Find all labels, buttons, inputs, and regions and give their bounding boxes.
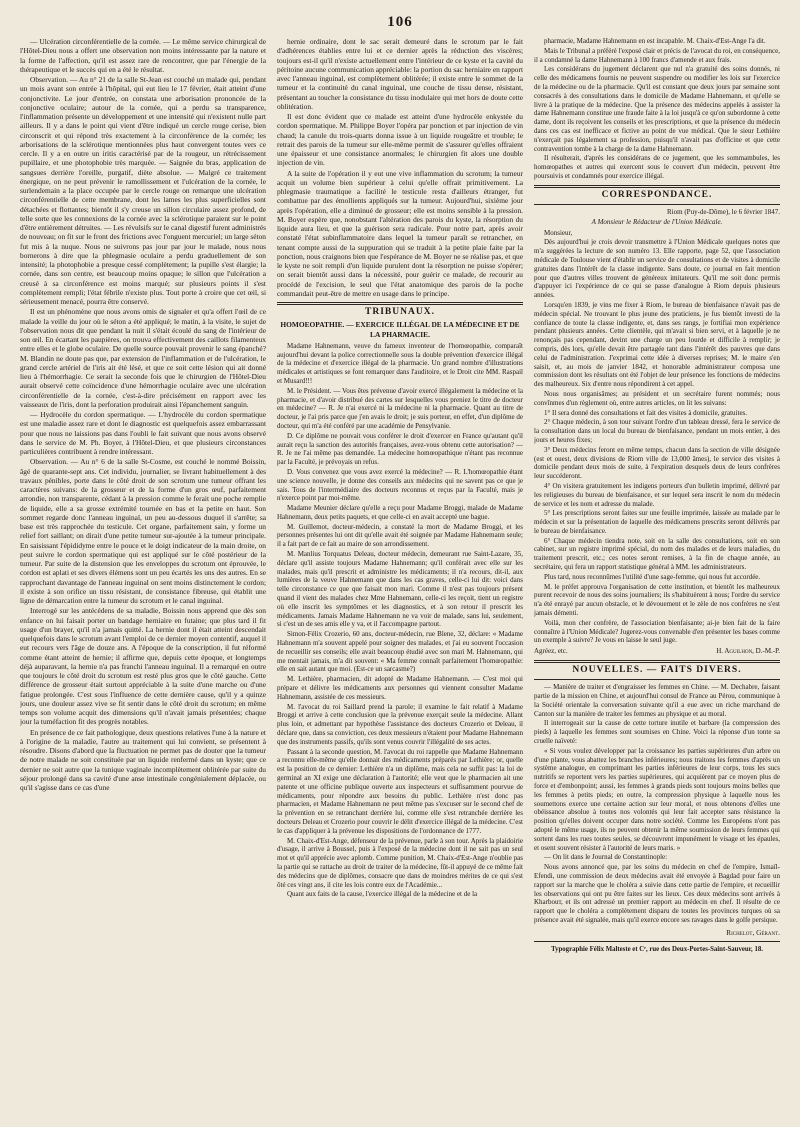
column-1 (20, 37, 266, 1119)
letter-paragraph: Plus tard, nous reconnûmes l'utilité d'une sage-femme, qui nous fut accordée. (544, 572, 761, 581)
article-paragraph: Mais le Tribunal a préféré l'exposé clair et précis de l'avocat du roi, en conséquence, il a condamné la dame Hahnemann à 100 francs d'amende et aux frais. (534, 46, 780, 64)
article-paragraph: D. Ce diplôme ne pouvait vous conférer le droit d'exercer en France qu'autant qu'il aurait reçu la sanction des autorités françaises, avez-vous obtenu cette autorisation? — R. Je ne l'ai même pas demandée. La médecine homœopathique n'étant pas reconnue par la Faculté, je prévoyais un refus. (277, 431, 523, 467)
letter-address: A Monsieur le Rédacteur de l'Union Médicale. (591, 217, 723, 226)
article-paragraph: Observation. — Au n° 6 de la salle St-Cosme, est couché le nommé Boissin, âgé de quarante-sept ans. Cet individu, journalier, se livrant habituellement à des travaux pénibles, porte dans le côté droit de son scrotum une tumeur offrant les caractères suivans: de la grosseur et de la forme d'un gros œuf, parfaitement arrondie, non transparente, cédant à la pression comme le ferait une poche remplie de liquide, elle a sa grosse extrémité tournée en bas et la petite en haut. Son sommet regarde donc l'anneau inguinal, un peu au-dessous duquel il s'arrête; sa base est très rapprochée du testicule. Cet organe, parfaitement sain, y forme un relief fort saillant; on dirait d'une petite tumeur sur-ajoutée à la tumeur principale. En saisissant l'épididyme entre le pouce et le doigt indicateur de la main droite, on peut suivre le cordon spermatique qui est appliqué sur le côté postérieur de la tumeur. Par suite de la distension que les enveloppes du scrotum ont éprouvée, le cordon est aplati et ses divers élémens sont un peu écartés les uns des autres. En se rapprochant davantage de l'anneau inguinal on sent moins distinctement le cordon; il existe à son orifice un tissu résistant, de consistance fibreuse, qui établit une ligne de démarcation entre la tumeur du scrotum et le canal inguinal. (20, 457, 266, 605)
section-divider (534, 185, 780, 188)
section-divider (534, 660, 780, 663)
printer-imprint: Typographie Félix Malteste et Cᵉ, rue des Deux-Portes-Saint-Sauveur, 18. (551, 946, 763, 954)
section-heading-nouvelles: NOUVELLES. — FAITS DIVERS. (572, 665, 742, 676)
article-paragraph: hernie ordinaire, dont le sac serait demeuré dans le scrotum par le fait d'adhérences établies entre lui et ce dernier après la réduction des viscères; toujours est-il qu'il n'existe actuellement entre l'intérieur de ce kyste et la cavité du péritoine aucune communication appréciable: la portion du sac herniaire en rapport avec l'anneau inguinal, est complètement oblitérée; il existe entre le sommet de la tumeur et la continuité du canal inguinal, une couche de tissu dense, résistant, présentant au toucher la consistance du tissu inodulaire qui met hors de doute cette oblitération. (277, 37, 523, 111)
letter-dateline: Riom (Puy-de-Dôme), le 6 février 1847. (667, 208, 780, 216)
article-paragraph: Simon-Félix Crozerio, 60 ans, docteur-médecin, rue Blene, 32, déclare: « Madame Hahnemann m'a souvent appelé pour soigner des malades, et j'ai eu souvent l'occasion de recueillir ses conseils; elle avait beaucoup étudié avec son mari M. Hahnemann, qui me mentait jamais, m'a dit souvent: « Ma femme connaît parfaitement l'homœopathie: elle en sait autant que moi. (Est-ce un sarcasme?) (277, 630, 523, 674)
article-paragraph: — Ulcération circonférentielle de la cornée. — Le même service chirurgical de l'Hôtel-Dieu nous a offert une observation non moins intéressante par la nature et la forme de l'affection, qu'il est assez rare de rencontrer, que par l'énergie de la thérapeutique et le succès qui en a été le résultat. (20, 37, 266, 74)
article-paragraph: pharmacie, Madame Hahnemann en est incapable. M. Chaix-d'Est-Ange l'a dit. (544, 37, 766, 45)
news-paragraph: « Si vous voulez développer par la croissance les parties supérieures d'un arbre ou d'une plante, vous abattez les branches inférieures; nous traitons les femmes d'après un système analogue, en comprimant les parties inférieures de leur corps, tous les sucs nutritifs se reportent vers les parties supérieures, qui acquièrent par ce moyen plus de force et d'embonpoint; aussi, les femmes à grands pieds sont toujours moins belles que les femmes à petits pieds; en outre, la compression physique à laquelle nous les soumettons exerce une certaine action sur leur moral, et nous obtenons d'elles une obéissance absolue à toutes nos volontés qui leur fait accepter sans résistance la position qu'elles doivent occuper dans notre société. Comme les Européens n'ont pas adopté le même usage, ils ne peuvent obtenir la même soumission de leurs femmes qui sortent dans les rues toutes seules, se découvrent impunément le visage et les épaules, et osent souvent résister à l'autorité de leurs maris. » (534, 746, 780, 852)
section-divider (534, 679, 780, 680)
article-paragraph: Quant aux faits de la cause, l'exercice illégal de la médecine et de la (287, 890, 478, 899)
news-paragraph: Nous avons annoncé que, par les soins du médecin en chef de l'empire, Ismaïl-Efendi, une commission de deux médecins avait été envoyée à Bagdad pour faire un rapport sur la marche que le choléra a suivie dans cette partie de l'empire, et recueillir les observations qui ont pu être faites sur les lieux. Ces deux médecins sont arrivés à Kharbouт, et ils ont adressé un premier rapport au médecin en chef. Il résulte de ce rapport que le choléra a complètement disparu de toutes les provinces turques où sa présence avait été signalée, mais qu'il exerce encore ses ravages dans le golfe persique. (534, 863, 780, 925)
article-paragraph: M. Manlius Torquatus Deleau, docteur médecin, demeurant rue Saint-Lazare, 35, déclare qu'il assiste toujours Madame Hahnemann; qu'il conférait avec elle sur les malades, mais qu'il prescrit et administre les médicaments; il n'a recours, dit-il, aux lumières de la veuve Hahnemann que dans les cas graves, celle-ci lui dit: voici dans telle circonstance ce que que faisait mon mari. Comme il n'est pas toujours présent quand il vient des malades chez Mme Hahnemann, celle-ci les reçoit, tient un registre où elle inscrit les symptômes et les diagnostics, et à son retour il prescrit les médicaments. Jamais Madame Hahnemann ne va voir de malade, sans lui, seulement, si c'est un de ses amis elle y va, et il l'accompagne partout. (277, 550, 523, 629)
letter-salutation: Monsieur, (544, 228, 573, 237)
correspondence-letter (534, 208, 780, 656)
letter-paragraph: Voilà, mon cher confrère, de l'association bienfaisante; ai-je bien fait de la faire connaître à l'Union Médicale? Jugerez-vous convenable d'en présenter les bases comme un exemple à suivre? Je vous en laisse le seul juge. (534, 618, 780, 645)
article-paragraph: Observation. — Au n° 21 de la salle St-Jean est couché un malade qui, pendant un mois avant son entrée à l'hôpital, qui eut lieu le 17 février, était atteint d'une conjonctivite. Le jour d'entrée, on constata une arborisation prononcée de la conjonctive oculaire; autour de la cornée, qui a perdu sa transparence, l'inflammation présente un développement et une intensité qui n'existent nulle part ailleurs. Il y a dans le point qui vient d'être indiqué un cercle rouge cerise, bien circonscrit et qui répond très exactement à la circonférence de la cornée; les arborisations de la sclérotique mentionnées plus haut convergent toutes vers ce cercle. Il y a en outre un iritis caractérisé par de la rougeur, un rétrécissement pupillaire, et une photophobie très marquée. — Saignée du bras, application de sangsues derrière l'oreille, purgatif, diète absolue. — Malgré ce traitement énergique, on ne peut prévenir le ramollissement et l'ulcération de la cornée, le surlendemain a la place occupée par le cercle rouge on remarque une ulcération circonférentielle de cette membrane, dont les lames les plus superficielles sont détachées et flottantes; bientôt il s'y creuse un sillon circulaire assez profond, de telle sorte que les connexions de la cornée avec la sclérotique paraient sur le point d'être entièrement détruites. — Les révulsifs sur le canal digestif furent administrés de nouveau; on fit sur le front des frictions avec l'onguent mercuriel; un large séton fut mis à la nuque. Nous ne suivrons pas jour par jour le malade, nous nous bornerons à dire que la phlegmasie oculaire a perdu graduellement de son intensité; la photophobie a presque cessé complètement; la pupille s'est élargie; la cornée, dans son centre, est beaucoup moins opaque; le sillon que l'ulcération a creusé à sa circonférence est moins marqué; sur plusieurs points il s'est complètement rempli; l'état fébrile n'existe plus. Tout porte à croire que cet œil, si sérieusement menacé, pourra être conservé. (20, 75, 266, 306)
letter-paragraph: M. le préfet approuva l'organisation de cette institution, et bientôt les malheureux purent recevoir de nous des soins journaliers; ils s'habituèrent à nous; l'ordre du service n'a été enrayé par aucun obstacle, et le dévouement et le zèle de nos confrères ne s'est jamais démenti. (534, 582, 780, 618)
column-3 (534, 37, 780, 1119)
article-paragraph: M. l'avocat du roi Saillard prend la parole; il examine le fait relatif à Madame Broggi et arrive à cette conclusion que la prévenue exerçait seule la médecine. Allant plus loin, et admettant par hypothèse l'assistance des docteurs Crozerio et Deleau, il déclare que, dans sa conviction, ces deux messieurs n'étaient pour Madame Hahnemann que des instruments passifs, qu'ils sont venus couvrir l'illégalité de ses actes. (277, 702, 523, 746)
article-paragraph: D. Vous convenez que vous avez exercé la médecine? — R. L'homœopathie étant une science nouvelle, je donne des conseils aux médecins qui ne savent pas ce que je sais. Tous de l'intermédiaire des docteurs reconnus et reçus par la Faculté, mais je n'exerce point par moi-même. (277, 467, 523, 503)
letter-paragraph: Nous nous organisâmes; au président et un secrétaire furent nommés; nous convînmes d'un règlement où, entre autres articles, on lit les suivans: (534, 389, 780, 407)
section-divider (277, 302, 523, 305)
letter-paragraph: 3° Deux médecins feront en même temps, chacun dans la section de ville désignée (est et ouest, deux divisions de Riom ville de 13,000 âmes), le service des visites à domicile pendant deux mois de suite, à l'expiration desquels deux de leurs confrères leur succéderont. (534, 445, 780, 481)
news-paragraph: Il interrogeait sur la cause de cette torture inutile et barbare (la compression des pieds) à laquelle les femmes sont soumises en Chine. Voici la réponse d'un tonte sa cruelle naïveté: (534, 719, 780, 746)
article-paragraph: Il résulterait, d'après les considérans de ce jugement, que les sommambules, les homœopathes et autres qui exercent sous le couvert d'un médecin, peuvent être poursuivis et condamnés pour exercice illégal. (534, 154, 780, 180)
news-paragraph: — On lit dans le Journal de Constantinople: (544, 853, 668, 862)
letter-paragraph: 6° Chaque médecin tiendra note, soit en la salle des consultations, soit en son cabinet, sur un registre imprimé spécial, du nom des malades et de leurs maladies, du traitement prescrit, etc.; ces notes seront remises, à la fin de chaque année, au secrétaire, qui fera un rapport statistique général à MM. les administrateurs. (534, 536, 780, 572)
footer-rule (534, 941, 780, 942)
article-paragraph: Madame Meunier déclare qu'elle a reçu pour Madame Broggi, malade de Madame Hahnemann, deux petits paquets, et que celle-ci en avait accepté une bague. (277, 504, 523, 521)
letter-paragraph: Lorsqu'en 1839, je vins me fixer à Riom, le bureau de bienfaisance n'avait pas de médecin spécial. Ne trouvant le plus jeune des praticiens, je fus bientôt investi de la confiance de toute la classe indigente, et, dans ses rangs, je fortifiai mon expérience pendant plusieurs années. Cette clientèle, qui m'avait si bien servi, et à laquelle je ne renonçais pas cependant, devint une charge un peu lourde et difficile à remplir; je compris, dès lors, qu'elle devait être partagée tant dans l'intérêt des pauvres que dans celui de l'administration. J'exprimai cette idée à diverses reprises; M. le maire s'en saisit, et, au mois de janvier 1842, et honorable administrateur composa une commission dont les résultats ont été l'objet de leur présence les fonctions de médecins des malheureux. Six d'entre nous répondirent à cet appel. (534, 300, 780, 389)
letter-signoff (534, 647, 780, 656)
letter-paragraph: 2° Chaque médecin, à son tour suivant l'ordre d'un tableau dressé, fera le service de la consultation dans un local du bureau de bienfaisance, pendant un mois entier, à des jours et heures fixes; (534, 418, 780, 444)
section-heading-correspondance: CORRESPONDANCE. (601, 189, 713, 200)
letter-signature: H. Aguilhon, D.-M.-P. (716, 647, 780, 656)
letter-closing: Agréez, etc. (534, 647, 568, 656)
article-heading-homoeopathie: HOMOEOPATHIE. — EXERCICE ILLÉGAL DE LA MÉDECINE ET DE LA PHARMACIE. (280, 320, 520, 339)
article-paragraph: Il est un phénomène que nous avons omis de signaler et qu'a offert l'œil de ce malade la veille du jour où le séton a été appliqué; le matin, à la visite, le sujet de l'observation nous dit que pendant la nuit il s'était écoulé du sang de l'intérieur de son œil. En écartant les paupières, on trouva effectivement des caillots filamenteux entre elles et le globe oculaire. De quelle source pouvait provenir le sang épanché? M. Blandin ne doute pas que, par extension de l'inflammation et de l'ulcération, le grand cercle artériel de l'iris ait été lésé, et que ce soit cette lésion qui ait donné lieu à l'hémorrhagie. Ce serait la seconde fois que le chirurgien de l'Hôtel-Dieu aurait observé cette coïncidence d'une hémorrhagie oculaire avec une ulcération circonférentielle de la cornée, c'est-à-dire précisément en rapport avec les vaisseaux de l'iris, dont la perforation produirait ainsi l'épanchement sanguin. (20, 307, 266, 409)
article-paragraph: M. le Président. — Vous êtes prévenue d'avoir exercé illégalement la médecine et la pharmacie, et d'avoir distribué des cartes sur lesquelles vous preniez le titre de docteur en médecine? — R. Je n'ai exercé ni la médecine ni la pharmacie. Quant au titre de docteur, je l'ai pris parce que j'en avais le droit; je suis porteur, en effet, d'un diplôme de docteur, qui m'a été conféré par une académie de Pensylvanie. (277, 386, 523, 430)
editor-signature: Richelot, Gérant. (726, 927, 780, 937)
tribunal-report (277, 342, 523, 899)
section-divider (534, 204, 780, 205)
letter-paragraph: Dès aujourd'hui je crois devoir transmettre à l'Union Médicale quelques notes que m'a suggérées la lecture de son numéro 13. Elle rapporte, page 52, que l'association médicale de Toulouse vient d'établir un service de consultations et de visites à domicile gratuites dans l'intérêt de la classe indigente. Sans doute, ce journal en fait mention pour que d'autres villes trouvent de généreux imitateurs. Qu'il me soit donc permis d'appuyer ici l'expérience de ce qui se passe d'analogue à Riom depuis plusieurs années. (534, 238, 780, 300)
article-paragraph: Passant à la seconde question, M. l'avocat du roi rappelle que Madame Hahnemann a reconnu elle-même qu'elle donnait des médicaments préparés par Lethière; or, quelle est la position de ce dernier: Lethière n'a un diplôme, mais cela ne suffit pas: la loi de germinal an XI exige une déclaration à l'autorité; elle veut que le pharmacien ait une patente et une officine publique ouverte aux inspecteurs et suffisamment pourvue de médicaments, pour répondre aux besoins du public. Lethière n'est donc pas pharmacien, et Madame Hahnemann ne peut même pas s'excuser sur le second chef de la prévention en se retranchant derrière lui, comme elle s'est retranchée derrière les docteurs Deleau et Crozerio pour couvrir le délit d'exercice illégal de la médecine. C'est le cas d'appliquer à la prévenue les dispositions de l'ordonnance de 1777. (277, 747, 523, 835)
letter-paragraph: 5° Les prescriptions seront faites sur une feuille imprimée, laissée au malade par le médecin et sur la présentation de laquelle des médicamens prescrits seront délivrés par le bureau de bienfaisance. (534, 509, 780, 535)
article-paragraph: M. Guillemot, docteur-médecin, a constaté la mort de Madame Broggi, et les personnes présentes lui ont dit qu'elle avait été soignée par Madame Hahnemann seule; il a fait part de ce fait au maire de son arrondissement. (277, 522, 523, 549)
article-paragraph: Il est donc évident que ce malade est atteint d'une hydrocèle enkystée du cordon spermatique. M. Philippe Boyer l'opéra par ponction et par injection de vin chaud; la canule du trois-quarts donna issue à un liquide rougeâtre et trouble; le retrait des parois de la tumeur sur elle-même permit de s'assurer qu'elles offraient une épaisseur et une consistance anormales; le chirurgien fit alors une double injection de vin. (277, 112, 523, 168)
columns (20, 37, 780, 1119)
news-paragraph: — Manière de traiter et d'engraisser les femmes en Chine. — M. Dechabre, faisant partie de la mission en Chine, et aujourd'hui consul de France au Pérou, communique à la Société orientale la conversation suivante qu'il a eue avec un riche marchand de Canton sur la manière de traiter les femmes au physique et au moral. (534, 683, 780, 718)
article-paragraph: M. Lethière, pharmacien, dit adopté de Madame Hahnemann. — C'est moi qui prépare et délivre les médicaments aux personnes qui viennent consulter Madame Hahnemann, assistée de ces messieurs. (277, 675, 523, 701)
section-heading-tribunaux: TRIBUNAUX. (365, 307, 435, 317)
article-paragraph: M. Chaix-d'Est-Ange, défenseur de la prévenue, parle à son tour. Après la plaidoirie d'usage, il arrive à Boussel, puis à l'exposé de la médecine dont il ne sait pas un seul mot et qu'il apprécie avec aplomb. Comme punition, M. Chaix-d'Est-Ange n'oublie pas la partie qui se rattache au droit de traiter de la médecine, fût-il appuyé de ce même fait des médecins que de diplômes, consacre que dans de moindres mérites de ce qui s'est ôté ces vingt ans, il cite les lois contre eux de l'Académie... (277, 836, 523, 889)
article-paragraph: Les considérans du jugement déclarent que nul n'a gratuité des soins donnés, ni celle des médicamens fournis ne peuvent suspendre ou modifier les lois sur l'exercice de la médecine ou de la pharmacie. Qu'il est constant que deux jours par semaine sont consacrés à des consultations dans le domicile de Madame Hahnemann, et qu'elle se livre à la pratique de la médecine. Que la présence des médecins appelés à assister la dame Hahnemann constitue une fraude faite à la loi jusqu'à ce qu'on subordonne à cette dame, dont ils reçoivent les conseils et les prescriptions, et que la présence du médecin dans ces cas est inefficace et fictive au point de vue médical. Que le sieur Lethière n'exerçait pas légalement sa profession, puisqu'il n'avait pas d'officine et que cette contravention tombe à la charge de la dame Hahnemann. (534, 65, 780, 153)
tribunal-report-continued (534, 37, 780, 181)
article-paragraph: — Hydrocèle du cordon spermatique. — L'hydrocèle du cordon spermatique est une maladie assez rare et dont le diagnostic est quelquefois assez embarrassant pour que nous ne laissions pas dans l'oubli le fait suivant que nous avons observé dans le service de M. Ph. Boyer, à l'Hôtel-Dieu, et que plusieurs circonstances particulières contribuent à rendre intéressant. (20, 410, 266, 456)
article-paragraph: Interrogé sur les antécédens de sa maladie, Boissin nous apprend que dès son enfance on lui faisait porter un bandage herniaire en futaine; que plus tard il fit usage d'un brayer, qu'il n'a jamais quitté. La hernie dont il était atteint descendait quelquefois dans le scrotum avant l'emploi de ce dernier moyen contentif, auquel il eut recours vers l'âge de douze ans. A l'époque de la conscription, il fut réformé comme étant atteint de hernie; il affirme que, depuis cette époque, et longtemps déjà auparavant, la hernie n'a pas franchi l'anneau inguinal. Il a remarqué en outre que toujours le côté droit du scrotum est resté plus gros que le côté gauche. Cette différence de grosseur était surtout appréciable à la suite d'une marche ou d'une fatigue prolongée. C'est sous l'influence de cette dernière cause, qu'il y a quinze jours, une douleur assez vive se fit sentir dans le côté droit du scrotum; en même temps son volume acquit des dimensions qu'il n'avait jamais présentées; chaque jour la tuméfaction fit des progrès notables. (20, 606, 266, 727)
article-paragraph: A la suite de l'opération il y eut une vive inflammation du scrotum; la tumeur acquit un volume bien supérieur à celui qu'elle offrait primitivement. La phlegmasie traumatique a facilité le testicule resta d'ailleurs étranger, fut combattue par des émollients appliqués sur la tumeur. Aujourd'hui, sixième jour après l'opération, elle a diminué de grosseur; elle est moins sensible à la pression. M. Boyer espère que, nonobstant l'altération des parois du kyste, la résorption du liquide aura lieu, et que la guérison sera radicale. Pour notre part, après avoir constaté l'état subinflammatoire dans lequel la tumeur paraît se retrancher, en tenant compte aussi de la suppuration qui se traduit à la petite plaie faite par la ponction, nous craignons bien que l'espérance de M. Boyer ne se réalise pas, et que le kyste ne soit rempli d'un liquide purulent dont la résorption ne puisse s'opérer; on serait bientôt aussi dans la nécessité, pour guérir ce malade, de recourir au procédé de l'excision, le seul que l'état anatomique des parois de la poche commandait peut-être de mettre en usage dans le principe. (277, 168, 523, 298)
news-items (534, 683, 780, 925)
article-paragraph: Madame Hahnemann, veuve du fameux inventeur de l'homœopathie, comparaît aujourd'hui devant la police correctionnelle sous la double prévention d'exercice illégal de la médecine et d'exercice illégal de la pharmacie. Un grand nombre d'illustrations médicales et artistiques se font remarquer dans l'auditoire, et le Droit cite MM. Raspail et Musard!!! (277, 341, 523, 385)
letter-paragraph: 4° On visitera gratuitement les indigens porteurs d'un bulletin imprimé, délivré par les religieuses du bureau de bienfaisance, et sur lequel sera inscrit le nom du médecin de service et les nom et adresse du malade. (534, 481, 780, 508)
letter-paragraph: 1° Il sera donné des consultations et fait des visites à domicile, gratuites. (544, 408, 748, 417)
column-2 (277, 37, 523, 1119)
page-number: 106 (387, 14, 413, 30)
article-paragraph: En présence de ce fait pathologique, deux questions relatives l'une à la nature et à l'origine de la maladie, l'autre au traitement qui lui convient, se présentent à résoudre. Disons d'abord que la fluctuation ne permet pas de douter que la tumeur de notre malade ne soit constituée par un liquide renfermé dans un kyste; que ce dernier ne soit autre que la tunique vaginale incomplètement oblitérée par suite du séjour prolongé dans sa cavité d'une anse intestinale congénialement déplacée, ou qu'il s'agisse dans ce cas d'une (20, 727, 266, 792)
